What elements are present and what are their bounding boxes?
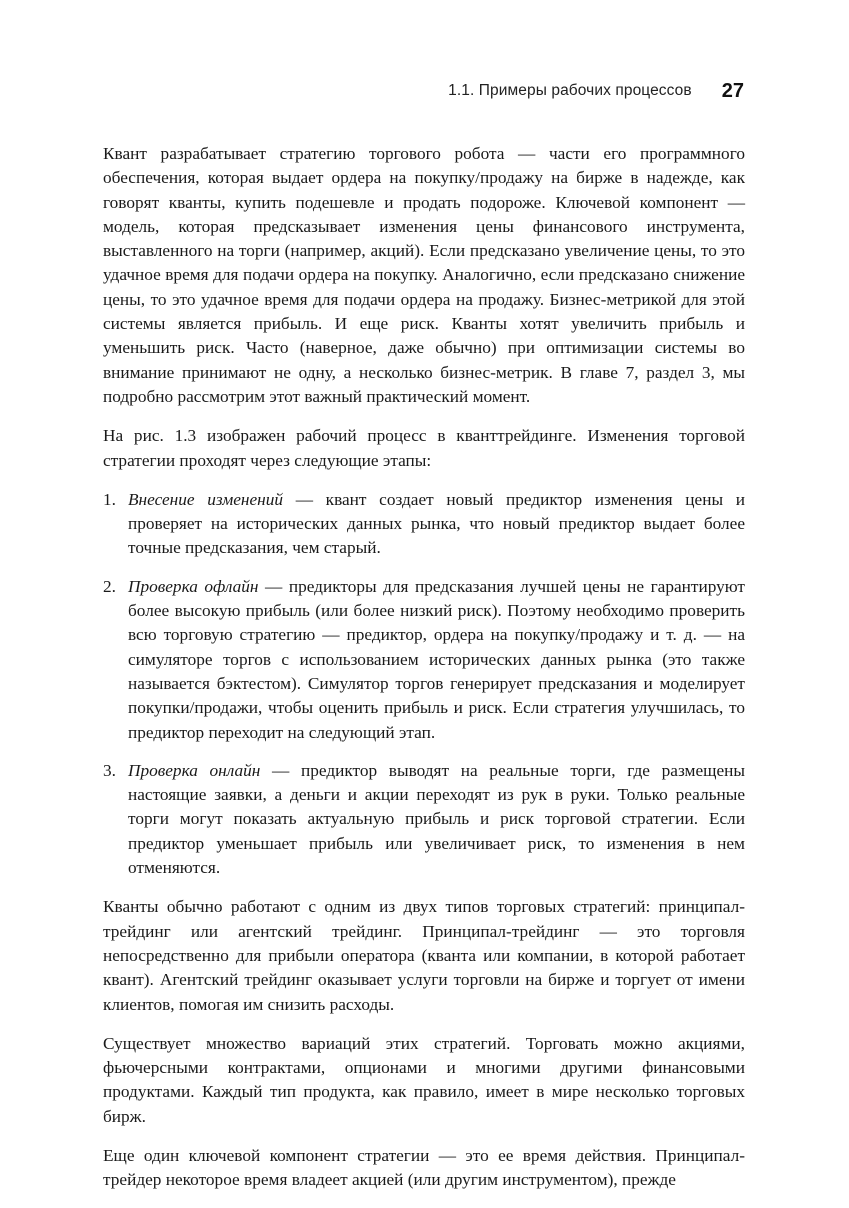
list-item-number: 3.	[103, 760, 116, 780]
list-item-number: 1.	[103, 489, 116, 509]
list-item-body	[128, 759, 745, 880]
running-head	[0, 76, 744, 106]
paragraph-strategy-variations: Существует множество вариаций этих стратегий. Торговать можно акциями, фьючерсными контрактами, опционами и многими другими финансовыми продуктами. Каждый тип продукта, как правило, имеет в мире несколько торговых бирж.	[103, 1033, 745, 1126]
page-number: 27	[721, 79, 744, 102]
list-item-body	[128, 488, 745, 561]
paragraph-trading-types: Кванты обычно работают с одним из двух типов торговых стратегий: принципал-трейдинг или агентский трейдинг. Принципал-трейдинг — это торговля непосредственно для прибыли оператора (кванта или компании, в которой работает квант). Агентский трейдинг оказывает услуги торговли на бирже и торгует от имени клиентов, помогая им снизить расходы.	[103, 897, 745, 1014]
list-item-body	[128, 575, 745, 745]
list-item-text: — квант создает новый предиктор изменения цены и проверяет на исторических данных рынка, что новый предиктор выдает более точные предсказания, чем старый.	[128, 489, 746, 558]
list-item-term: Проверка офлайн	[128, 576, 259, 596]
list-item	[103, 759, 745, 880]
running-title: 1.1. Примеры рабочих процессов	[448, 82, 692, 99]
list-item	[103, 575, 745, 745]
body-text	[103, 142, 745, 1208]
workflow-stages-list	[103, 488, 745, 880]
paragraph-strategy-timing: Еще один ключевой компонент стратегии — это ее время действия. Принципал-трейдер некоторое время владеет акцией (или другим инструментом), прежде	[103, 1145, 745, 1190]
list-item-term: Внесение изменений	[128, 489, 284, 509]
list-item-number: 2.	[103, 576, 116, 596]
paragraph-quant-strategy: Квант разрабатывает стратегию торгового робота — части его программного обеспечения, которая выдает ордера на покупку/продажу на бирже в надежде, как говорят кванты, купить подешевле и продать подороже. Ключевой компонент — модель, которая предсказывает изменения цены финансового инструмента, выставленного на торги (например, акций). Если предсказано увеличение цены, то это удачное время для подачи ордера на покупку. Аналогично, если предсказано снижение цены, то это удачное время для подачи ордера на продажу. Бизнес-метрикой для этой системы является прибыль. И еще риск. Кванты хотят увеличить прибыль и уменьшить риск. Часто (наверное, даже обычно) при оптимизации системы во внимание принимают не одну, а несколько бизнес-метрик. В главе 7, раздел 3, мы подробно рассмотрим этот важный практический момент.	[103, 144, 745, 406]
list-item-term: Проверка онлайн	[128, 760, 261, 780]
list-item-text: — предикторы для предсказания лучшей цены не гарантируют более высокую прибыль (или более низкий риск). Поэтому необходимо проверить всю торговую стратегию — предиктор, ордера на покупку/продажу и т. д. — на симуляторе торгов с использованием исторических данных рынка (это также называется бэктестом). Симулятор торгов генерирует предсказания и моделирует покупки/продажи, чтобы оценить прибыль и риск. Если стратегия улучшилась, то предиктор переходит на следующий этап.	[128, 576, 745, 742]
paragraph-workflow-intro: На рис. 1.3 изображен рабочий процесс в кванттрейдинге. Изменения торговой стратегии проходят через следующие этапы:	[103, 426, 745, 470]
list-item	[103, 488, 745, 561]
list-item-text: — предиктор выводят на реальные торги, где размещены настоящие заявки, а деньги и акции переходят из рук в руки. Только реальные торги могут показать актуальную прибыль и риск торговой стратегии. Если предиктор уменьшает прибыль или увеличивает риск, то изменения в нем отменяются.	[128, 760, 745, 878]
